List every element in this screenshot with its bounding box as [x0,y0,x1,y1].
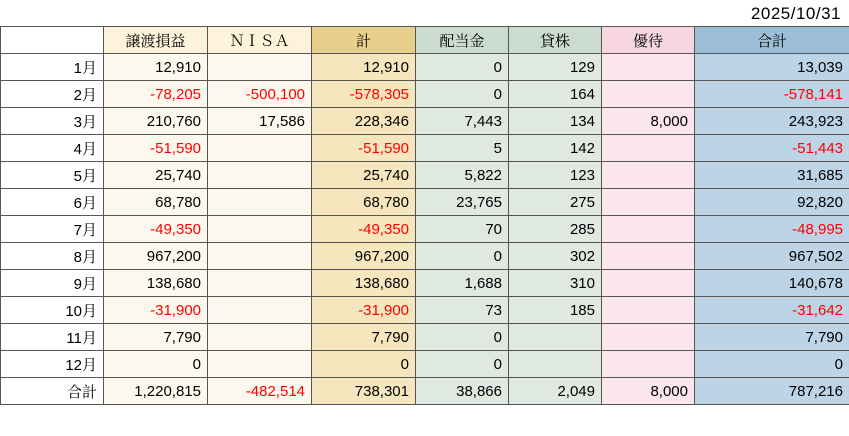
table-row [1,351,849,378]
cell-kei: -51,590 [312,135,416,162]
cell-jouto: 1,220,815 [104,378,208,405]
cell-kashi: 123 [509,162,602,189]
row-label-month: 4月 [1,135,104,162]
cell-haito: 1,688 [416,270,509,297]
row-label-month: 5月 [1,162,104,189]
column-header-yutai: 優待 [602,27,695,54]
cell-haito: 0 [416,54,509,81]
cell-total: 787,216 [695,378,849,405]
cell-kei: 12,910 [312,54,416,81]
cell-kashi [509,324,602,351]
cell-nisa: 17,586 [208,108,312,135]
table-body [1,54,849,405]
cell-yutai: 8,000 [602,108,695,135]
cell-nisa: -500,100 [208,81,312,108]
cell-yutai [602,243,695,270]
cell-jouto: -49,350 [104,216,208,243]
cell-haito: 0 [416,81,509,108]
cell-kei: 0 [312,351,416,378]
cell-kashi: 134 [509,108,602,135]
cell-nisa [208,189,312,216]
column-header-nisa: ＮＩＳＡ [208,27,312,54]
cell-yutai [602,81,695,108]
cell-nisa [208,297,312,324]
row-label-month: 11月 [1,324,104,351]
cell-jouto: -78,205 [104,81,208,108]
cell-haito: 38,866 [416,378,509,405]
cell-kashi: 2,049 [509,378,602,405]
table-total-row [1,378,849,405]
cell-yutai [602,324,695,351]
cell-kashi: 310 [509,270,602,297]
cell-nisa [208,162,312,189]
column-header-kei: 計 [312,27,416,54]
cell-nisa [208,216,312,243]
cell-yutai [602,216,695,243]
table-row [1,243,849,270]
cell-jouto: -51,590 [104,135,208,162]
table-row [1,54,849,81]
column-header-haito: 配当金 [416,27,509,54]
cell-total: 92,820 [695,189,849,216]
cell-haito: 0 [416,324,509,351]
cell-total: 7,790 [695,324,849,351]
column-header-jouto: 譲渡損益 [104,27,208,54]
cell-kei: 138,680 [312,270,416,297]
cell-total: 140,678 [695,270,849,297]
cell-total: -51,443 [695,135,849,162]
cell-haito: 5,822 [416,162,509,189]
cell-nisa [208,135,312,162]
cell-kashi: 129 [509,54,602,81]
row-label-month: 2月 [1,81,104,108]
cell-kei: 967,200 [312,243,416,270]
cell-kei: 7,790 [312,324,416,351]
cell-haito: 73 [416,297,509,324]
row-label-month: 3月 [1,108,104,135]
cell-yutai [602,54,695,81]
table-row [1,162,849,189]
cell-jouto: 138,680 [104,270,208,297]
cell-kei: 68,780 [312,189,416,216]
cell-kashi: 275 [509,189,602,216]
cell-nisa [208,324,312,351]
cell-yutai: 8,000 [602,378,695,405]
cell-jouto: 68,780 [104,189,208,216]
row-label-month: 7月 [1,216,104,243]
row-label-month: 9月 [1,270,104,297]
cell-total: -48,995 [695,216,849,243]
cell-kei: -578,305 [312,81,416,108]
cell-kashi [509,351,602,378]
table-row [1,216,849,243]
cell-yutai [602,297,695,324]
table-row [1,108,849,135]
cell-kashi: 142 [509,135,602,162]
cell-kei: 228,346 [312,108,416,135]
cell-total: -578,141 [695,81,849,108]
column-header-total: 合計 [695,27,849,54]
cell-haito: 7,443 [416,108,509,135]
cell-jouto: 967,200 [104,243,208,270]
cell-jouto: 210,760 [104,108,208,135]
cell-haito: 0 [416,351,509,378]
cell-kashi: 302 [509,243,602,270]
row-label-month: 1月 [1,54,104,81]
row-label-month: 10月 [1,297,104,324]
cell-kei: -49,350 [312,216,416,243]
cell-haito: 23,765 [416,189,509,216]
column-header-kashi: 貸株 [509,27,602,54]
table-row [1,270,849,297]
cell-nisa [208,243,312,270]
report-date: 2025/10/31 [750,4,841,23]
cell-jouto: -31,900 [104,297,208,324]
table-header [1,27,849,54]
cell-total: 31,685 [695,162,849,189]
row-label-month: 6月 [1,189,104,216]
table-row [1,135,849,162]
table-row [1,324,849,351]
cell-total: -31,642 [695,297,849,324]
cell-total: 13,039 [695,54,849,81]
cell-yutai [602,351,695,378]
cell-kashi: 164 [509,81,602,108]
cell-total: 243,923 [695,108,849,135]
column-header-month [1,27,104,54]
cell-nisa: -482,514 [208,378,312,405]
cell-jouto: 0 [104,351,208,378]
cell-kei: 738,301 [312,378,416,405]
table-row [1,297,849,324]
cell-yutai [602,189,695,216]
cell-nisa [208,351,312,378]
cell-kashi: 185 [509,297,602,324]
cell-haito: 5 [416,135,509,162]
row-label-month: 8月 [1,243,104,270]
cell-total: 967,502 [695,243,849,270]
cell-yutai [602,135,695,162]
cell-kashi: 285 [509,216,602,243]
monthly-profit-table [0,26,849,405]
row-label-month: 合計 [1,378,104,405]
cell-haito: 0 [416,243,509,270]
cell-total: 0 [695,351,849,378]
cell-jouto: 25,740 [104,162,208,189]
cell-kei: -31,900 [312,297,416,324]
table-row [1,189,849,216]
row-label-month: 12月 [1,351,104,378]
cell-haito: 70 [416,216,509,243]
cell-yutai [602,162,695,189]
cell-yutai [602,270,695,297]
cell-nisa [208,54,312,81]
cell-jouto: 7,790 [104,324,208,351]
table-row [1,81,849,108]
table-header-row [1,27,849,54]
cell-nisa [208,270,312,297]
cell-jouto: 12,910 [104,54,208,81]
cell-kei: 25,740 [312,162,416,189]
